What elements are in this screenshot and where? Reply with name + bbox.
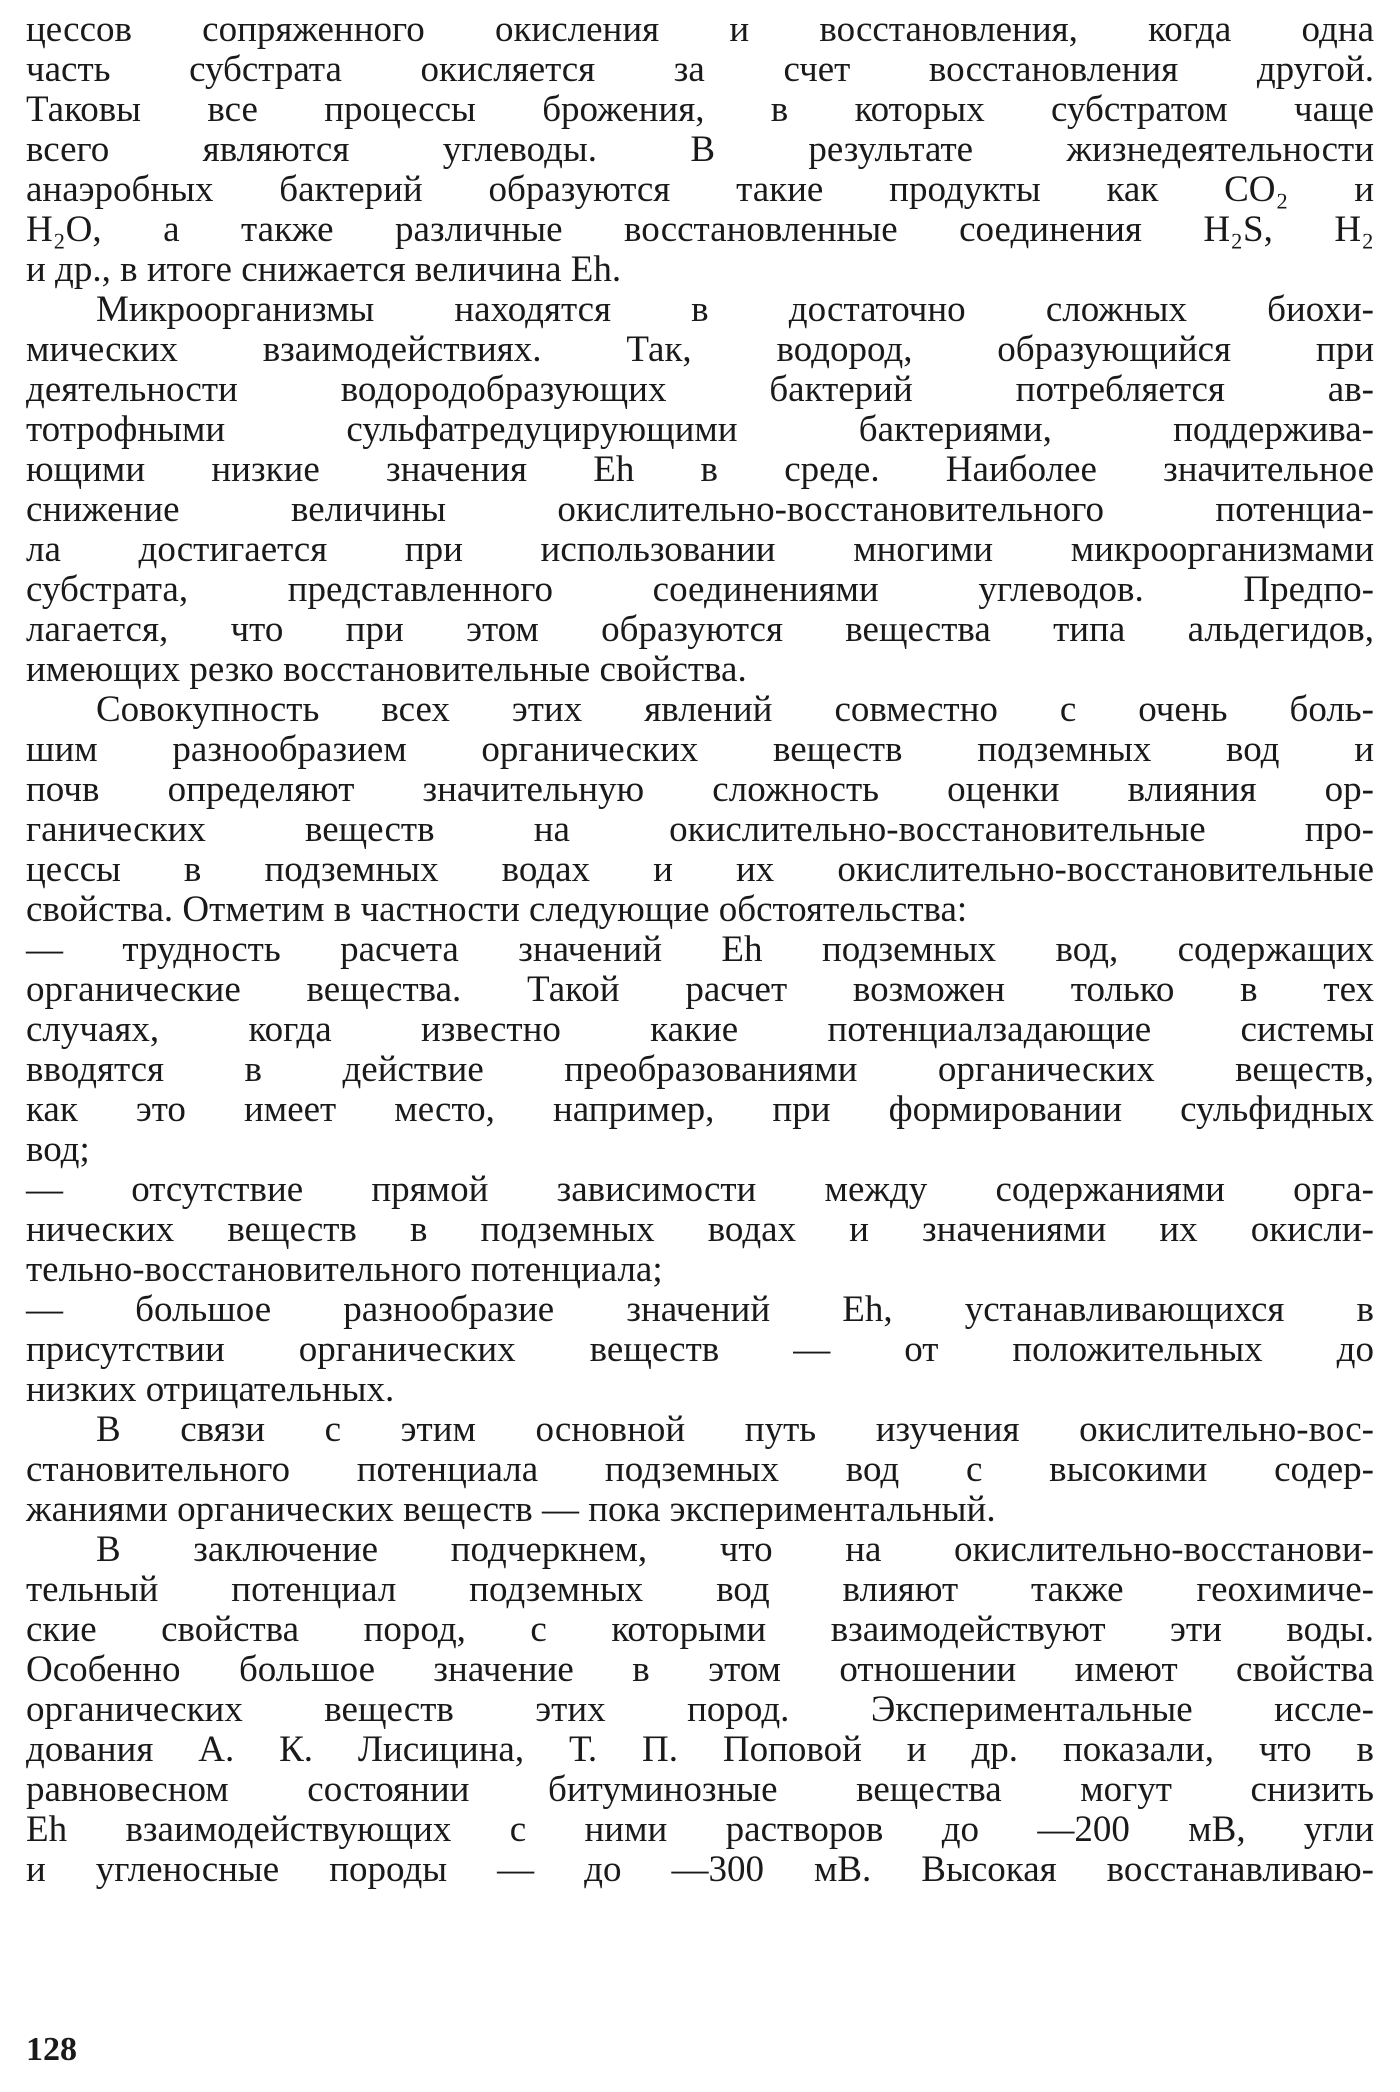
text-line: Таковы все процессы брожения, в которых субстратом чаще — [26, 89, 1374, 130]
text-line: H₂O, а также различные восстановленные соединения H₂S, H₂ — [26, 209, 1374, 250]
text-line: мических взаимодействиях. Так, водород, образующийся при — [26, 329, 1374, 370]
text-line: присутствии органических веществ — от положительных до — [26, 1329, 1374, 1370]
text-line: вводятся в действие преобразованиями органических веществ, — [26, 1049, 1374, 1090]
text-line: — трудность расчета значений Eh подземных вод, содержащих — [26, 929, 1374, 970]
text-line: нических веществ в подземных водах и значениями их окисли- — [26, 1209, 1374, 1250]
text-line: — отсутствие прямой зависимости между содержаниями орга- — [26, 1169, 1374, 1210]
text-line: почв определяют значительную сложность оценки влияния ор- — [26, 769, 1374, 810]
text-line: цессов сопряженного окисления и восстановления, когда одна — [26, 9, 1374, 50]
text-line: и угленосные породы — до —300 мВ. Высокая восстанавливаю- — [26, 1849, 1374, 1890]
text-line: тельный потенциал подземных вод влияют также геохимиче- — [26, 1569, 1374, 1610]
text-line: тельно-восстановительного потенциала; — [26, 1249, 663, 1290]
text-line: жаниями органических веществ — пока экспериментальный. — [26, 1489, 996, 1530]
text-line: низких отрицательных. — [26, 1369, 395, 1410]
text-line: цессы в подземных водах и их окислительно-восстановительные — [26, 849, 1374, 890]
text-line: органических веществ этих пород. Экспериментальные иссле- — [26, 1689, 1374, 1730]
text-line: шим разнообразием органических веществ подземных вод и — [26, 729, 1374, 770]
text-line: ла достигается при использовании многими микроорганизмами — [26, 529, 1374, 570]
text-line: ющими низкие значения Eh в среде. Наиболее значительное — [26, 449, 1374, 490]
text-line: Особенно большое значение в этом отношении имеют свойства — [26, 1649, 1374, 1690]
text-line: вод; — [26, 1129, 90, 1170]
text-line: ганических веществ на окислительно-восстановительные про- — [26, 809, 1374, 850]
text-line: В связи с этим основной путь изучения окислительно-вос- — [96, 1409, 1374, 1450]
book-page — [26, 10, 1374, 2080]
text-line: как это имеет место, например, при формировании сульфидных — [26, 1089, 1374, 1130]
text-line: всего являются углеводы. В результате жизнедеятельности — [26, 129, 1374, 170]
text-line: становительного потенциала подземных вод с высокими содер- — [26, 1449, 1374, 1490]
text-line: имеющих резко восстановительные свойства. — [26, 649, 747, 690]
text-line: органические вещества. Такой расчет возможен только в тех — [26, 969, 1374, 1010]
text-line: дования А. К. Лисицина, Т. П. Поповой и др. показали, что в — [26, 1729, 1374, 1770]
text-line: тотрофными сульфатредуцирующими бактериями, поддержива- — [26, 409, 1374, 450]
text-line: снижение величины окислительно-восстановительного потенциа- — [26, 489, 1374, 530]
text-line: Eh взаимодействующих с ними растворов до —200 мВ, угли — [26, 1809, 1374, 1850]
text-line: — большое разнообразие значений Eh, устанавливающихся в — [26, 1289, 1374, 1330]
text-line: анаэробных бактерий образуются такие продукты как CO₂ и — [26, 169, 1374, 210]
text-line: Микроорганизмы находятся в достаточно сложных биохи- — [96, 289, 1374, 330]
text-line: ские свойства пород, с которыми взаимодействуют эти воды. — [26, 1609, 1374, 1650]
text-line: случаях, когда известно какие потенциалзадающие системы — [26, 1009, 1374, 1050]
text-line: равновесном состоянии битуминозные вещества могут снизить — [26, 1769, 1374, 1810]
text-line: свойства. Отметим в частности следующие обстоятельства: — [26, 889, 968, 930]
text-line: часть субстрата окисляется за счет восстановления другой. — [26, 49, 1374, 90]
page-number: 128 — [26, 2031, 77, 2068]
text-line: лагается, что при этом образуются вещества типа альдегидов, — [26, 609, 1374, 650]
text-line: и др., в итоге снижается величина Eh. — [26, 249, 622, 290]
text-line: В заключение подчеркнем, что на окислительно-восстанови- — [96, 1529, 1374, 1570]
text-line: Совокупность всех этих явлений совместно с очень боль- — [96, 689, 1374, 730]
text-line: субстрата, представленного соединениями углеводов. Предпо- — [26, 569, 1374, 610]
text-line: деятельности водородобразующих бактерий потребляется ав- — [26, 369, 1374, 410]
